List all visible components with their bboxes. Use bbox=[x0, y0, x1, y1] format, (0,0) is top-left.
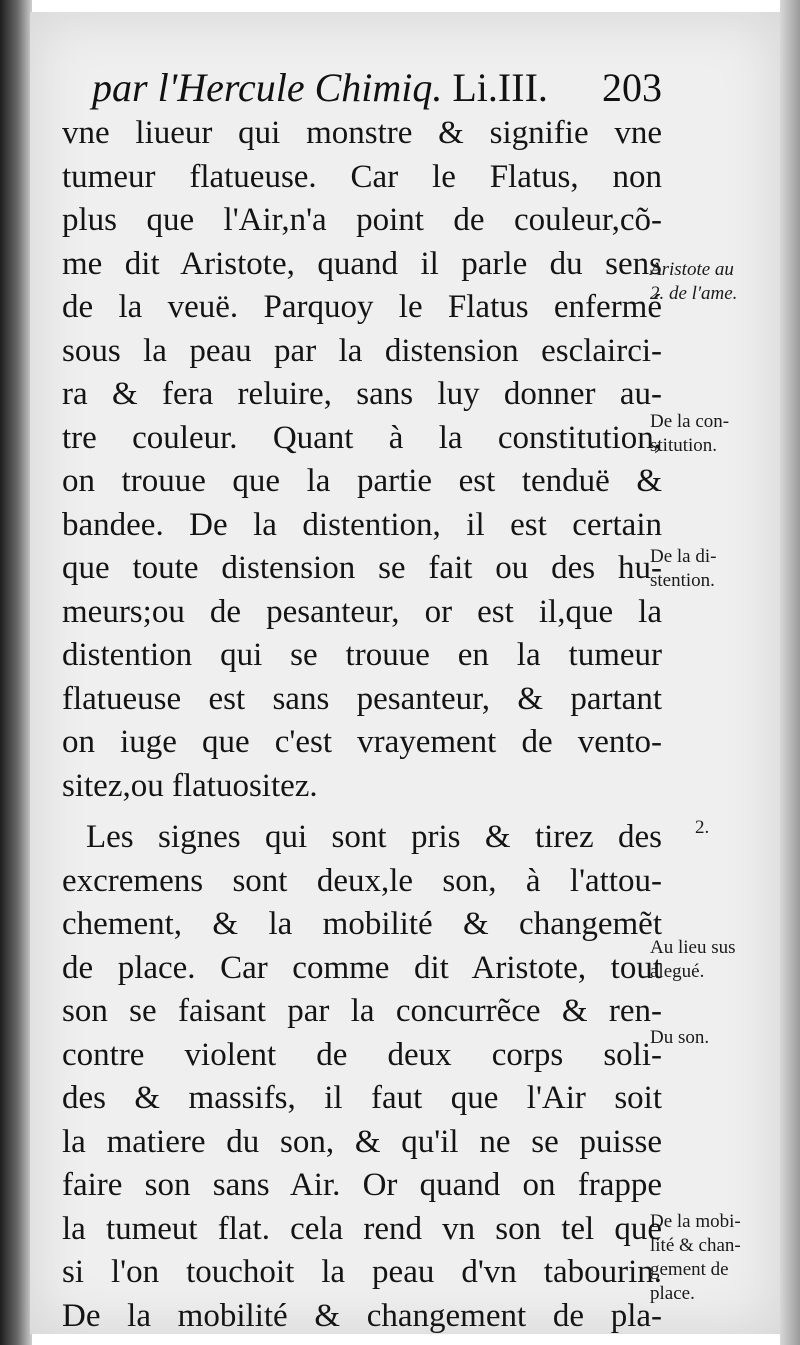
margin-note-aristote bbox=[650, 258, 790, 306]
margin-note-constitution bbox=[650, 410, 790, 458]
margin-note-number bbox=[695, 816, 800, 840]
text-line: flatueuse est sans pesanteur, & partant bbox=[62, 680, 662, 717]
margin-note-line: De la mobi- bbox=[650, 1211, 741, 1232]
margin-note-line: 2. de l'ame. bbox=[650, 283, 738, 304]
running-head-book: Li.III. bbox=[452, 65, 548, 110]
margin-note-distention bbox=[650, 545, 790, 593]
margin-note-line: Aristote au bbox=[650, 259, 734, 280]
text-line: excremens sont deux,le son, à l'attou- bbox=[62, 862, 662, 899]
margin-note-line: De la di- bbox=[650, 546, 717, 567]
text-line: Les signes qui sont pris & tirez des bbox=[86, 819, 662, 855]
margin-note-line: gement de bbox=[650, 1259, 729, 1280]
text-line: bandee. De la distention, il est certain bbox=[62, 506, 662, 543]
margin-note-line: Du son. bbox=[650, 1027, 710, 1048]
margin-note-line: 2. bbox=[695, 817, 710, 838]
book-spine-shadow bbox=[0, 0, 32, 1345]
page-number: 203 bbox=[602, 65, 662, 110]
margin-note-line: lité & chan- bbox=[650, 1235, 741, 1256]
paragraph-gap bbox=[62, 808, 662, 816]
text-line: si l'on touchoit la peau d'vn tabourin. bbox=[62, 1254, 662, 1290]
margin-note-du-son bbox=[650, 1026, 790, 1050]
margin-note-line: stention. bbox=[650, 570, 715, 591]
text-line: de place. Car comme dit Aristote, tout bbox=[62, 949, 662, 986]
text-line: meurs;ou de pesanteur, or est il,que la bbox=[62, 593, 662, 630]
margin-note-line: place. bbox=[650, 1283, 695, 1304]
text-line: des & massifs, il faut que l'Air soit bbox=[62, 1080, 662, 1116]
margin-note-line: stitution. bbox=[650, 435, 718, 456]
text-line: vne liueur qui monstre & signifie vne bbox=[62, 115, 662, 151]
margin-note-line: Au lieu sus bbox=[650, 937, 736, 958]
text-line: faire son sans Air. Or quand on frappe bbox=[62, 1167, 662, 1203]
body-text bbox=[62, 112, 662, 1338]
text-line: ra & fera reluire, sans luy donner au- bbox=[62, 376, 662, 412]
margin-note-line: alegué. bbox=[650, 961, 705, 982]
text-line: sous la peau par la distension esclairci- bbox=[62, 332, 662, 369]
text-line: de la veuë. Parquoy le Flatus enfermé bbox=[62, 289, 662, 325]
text-line: son se faisant par la concurrẽce & ren- bbox=[62, 993, 662, 1029]
text-line: distention qui se trouue en la tumeur bbox=[62, 637, 662, 673]
text-line: tumeur flatueuse. Car le Flatus, non bbox=[62, 158, 662, 195]
text-line: on iuge que c'est vrayement de vento- bbox=[62, 724, 662, 760]
text-line: tre couleur. Quant à la constitution, bbox=[62, 419, 662, 456]
running-head-title: par l'Hercule Chimiq. bbox=[92, 65, 443, 110]
text-line: plus que l'Air,n'a point de couleur,cõ- bbox=[62, 202, 662, 238]
text-line: que toute distension se fait ou des hu- bbox=[62, 550, 662, 586]
margin-note-mobilite bbox=[650, 1210, 790, 1306]
text-line: la tumeut flat. cela rend vn son tel que bbox=[62, 1210, 662, 1247]
margin-note-line: De la con- bbox=[650, 411, 730, 432]
text-line: chement, & la mobilité & changemẽt bbox=[62, 906, 662, 942]
text-line: la matiere du son, & qu'il ne se puisse bbox=[62, 1123, 662, 1160]
margin-note-au-lieu bbox=[650, 936, 790, 984]
running-head bbox=[92, 60, 662, 116]
text-line: me dit Aristote, quand il parle du sens bbox=[62, 245, 662, 282]
text-line: on trouue que la partie est tenduë & bbox=[62, 463, 662, 499]
text-line: sitez,ou flatuositez. bbox=[62, 767, 318, 804]
text-line: contre violent de deux corps soli- bbox=[62, 1036, 662, 1073]
page-edge bbox=[780, 0, 800, 1345]
text-line: De la mobilité & changement de pla- bbox=[62, 1297, 662, 1334]
